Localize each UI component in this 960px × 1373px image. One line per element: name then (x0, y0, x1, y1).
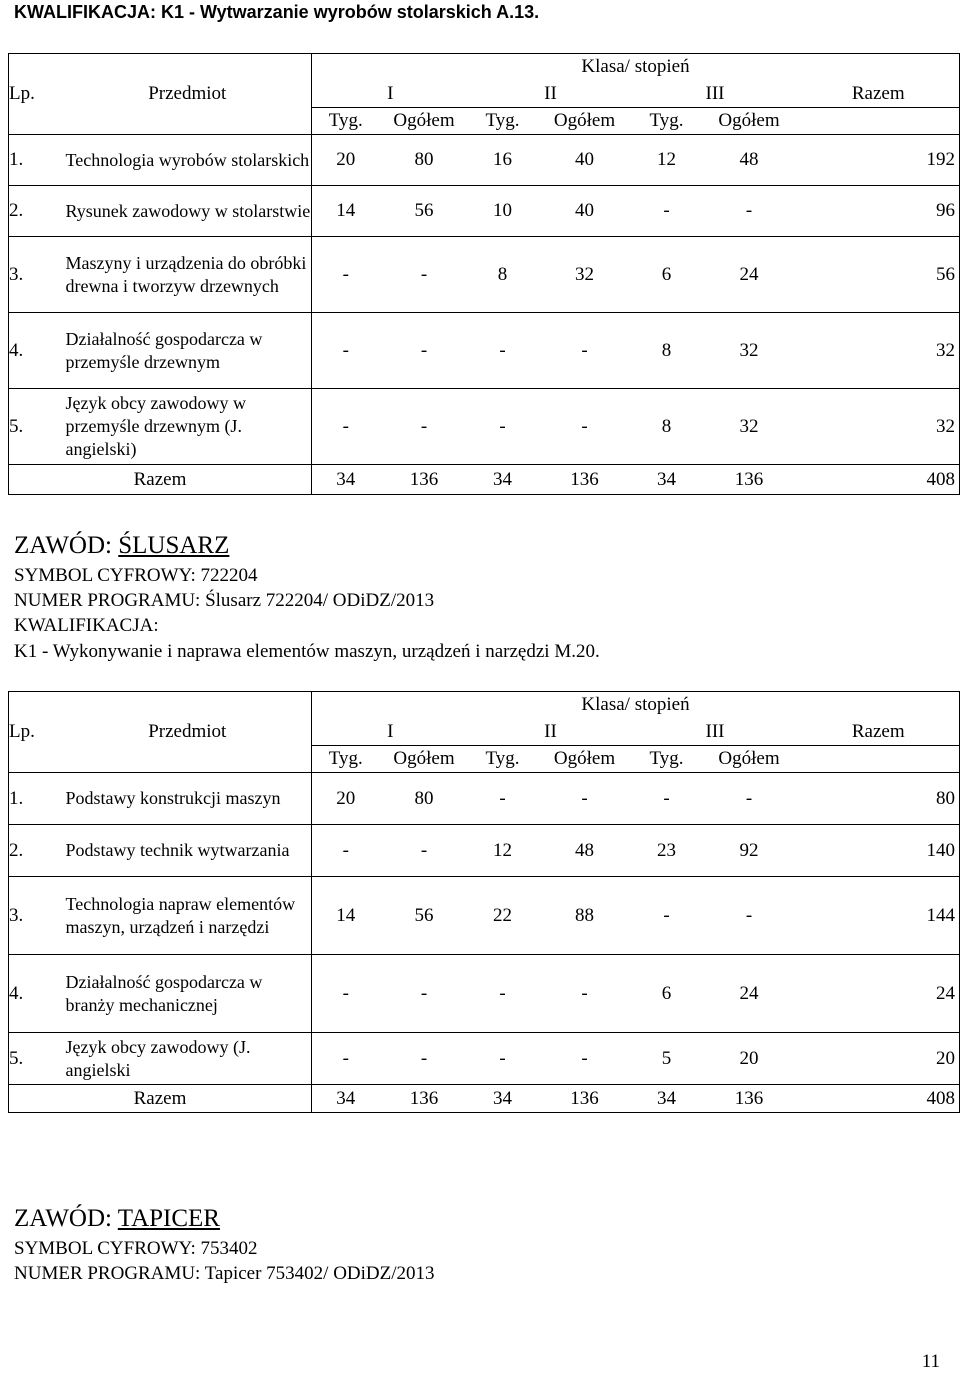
cell: - (633, 186, 701, 237)
row-lp: 3. (9, 877, 64, 955)
row-lp: 4. (9, 955, 64, 1033)
row-subject: Maszyny i urządzenia do obróbki drewna i tworzyw drzewnych (64, 237, 312, 313)
cell: 48 (701, 135, 798, 186)
cell: 12 (469, 825, 537, 877)
cell: 12 (633, 135, 701, 186)
header-przedmiot: Przedmiot (148, 721, 227, 742)
cell: 20 (312, 773, 380, 825)
cell: - (633, 773, 701, 825)
table-row (9, 825, 960, 877)
cell: - (633, 877, 701, 955)
cell: 88 (537, 877, 633, 955)
cell: 48 (537, 825, 633, 877)
cell: 6 (633, 237, 701, 313)
row-lp: 1. (9, 135, 64, 186)
cell: 8 (469, 237, 537, 313)
cell: 16 (469, 135, 537, 186)
cell: - (469, 313, 537, 389)
header-class-i: I (312, 719, 469, 746)
cell: - (312, 825, 380, 877)
row-subject: Język obcy zawodowy (J. angielski (64, 1033, 312, 1085)
cell: 136 (380, 1085, 469, 1113)
cell: 10 (469, 186, 537, 237)
cell: 136 (380, 465, 469, 495)
header-klasa: Klasa/ stopień (312, 54, 960, 81)
cell: 23 (633, 825, 701, 877)
header-ogolem: Ogółem (701, 746, 798, 773)
cell: 32 (537, 237, 633, 313)
header-tyg: Tyg. (469, 746, 537, 773)
cell-total: 32 (798, 389, 960, 465)
table-row (9, 773, 960, 825)
cell: - (701, 877, 798, 955)
header-razem: Razem (798, 81, 960, 108)
row-lp: 2. (9, 825, 64, 877)
cell-total: 408 (798, 465, 960, 495)
row-subject: Podstawy konstrukcji maszyn (64, 773, 312, 825)
occupation-name: ŚLUSARZ (118, 532, 230, 559)
hours-table-slusarz (8, 691, 960, 1113)
cell: - (469, 955, 537, 1033)
cell: 34 (469, 465, 537, 495)
table-row (9, 877, 960, 955)
table-row (9, 135, 960, 186)
cell: - (312, 1033, 380, 1085)
total-label: Razem (9, 465, 312, 495)
cell-total: 140 (798, 825, 960, 877)
cell: 14 (312, 186, 380, 237)
cell-total: 32 (798, 313, 960, 389)
cell: 56 (380, 186, 469, 237)
cell: 136 (701, 1085, 798, 1113)
cell: - (380, 955, 469, 1033)
cell: 136 (701, 465, 798, 495)
cell: - (380, 389, 469, 465)
header-class-ii: II (544, 82, 557, 104)
cell: 40 (537, 186, 633, 237)
cell: - (701, 186, 798, 237)
zawod-label: ZAWÓD: (14, 1205, 112, 1232)
cell: - (312, 237, 380, 313)
cell: - (537, 1033, 633, 1085)
cell: - (537, 773, 633, 825)
cell-total: 144 (798, 877, 960, 955)
qualification-k1: K1 - Wykonywanie i naprawa elementów maszyn, urządzeń i narzędzi M.20. (14, 641, 600, 662)
header-tyg: Tyg. (312, 746, 380, 773)
cell: 22 (469, 877, 537, 955)
qualification-heading: KWALIFIKACJA: K1 - Wytwarzanie wyrobów stolarskich A.13. (14, 2, 540, 22)
occupation-name: TAPICER (117, 1205, 220, 1232)
header-ogolem: Ogółem (537, 746, 633, 773)
cell: 136 (537, 465, 633, 495)
cell: - (469, 389, 537, 465)
occupation-heading (14, 532, 229, 560)
total-row (9, 1085, 960, 1113)
header-lp: Lp. (9, 81, 64, 108)
cell-total: 24 (798, 955, 960, 1033)
header-ogolem: Ogółem (537, 108, 633, 135)
header-tyg: Tyg. (469, 108, 537, 135)
row-subject: Podstawy technik wytwarzania (64, 825, 312, 877)
cell: 56 (380, 877, 469, 955)
header-class-iii: III (705, 720, 725, 742)
cell: 8 (633, 313, 701, 389)
table-row (9, 955, 960, 1033)
cell: - (312, 955, 380, 1033)
cell: 92 (701, 825, 798, 877)
total-label: Razem (9, 1085, 312, 1113)
header-tyg: Tyg. (312, 108, 380, 135)
header-class-i: I (312, 81, 469, 108)
cell-total: 408 (798, 1085, 960, 1113)
header-tyg: Tyg. (633, 746, 701, 773)
cell: 24 (701, 955, 798, 1033)
cell: 34 (633, 1085, 701, 1113)
cell: 34 (312, 465, 380, 495)
occupation-heading (14, 1205, 220, 1233)
header-ogolem: Ogółem (380, 108, 469, 135)
cell: 6 (633, 955, 701, 1033)
header-lp: Lp. (9, 719, 64, 746)
row-lp: 1. (9, 773, 64, 825)
header-ogolem: Ogółem (380, 746, 469, 773)
row-lp: 5. (9, 1033, 64, 1085)
cell: - (537, 389, 633, 465)
header-ogolem: Ogółem (701, 108, 798, 135)
cell: - (469, 773, 537, 825)
cell: 34 (633, 465, 701, 495)
row-subject: Język obcy zawodowy w przemyśle drzewnym (J. angielski) (64, 389, 312, 465)
header-class-ii: II (544, 720, 557, 742)
row-subject: Technologia wyrobów stolarskich (64, 135, 312, 186)
cell: - (380, 825, 469, 877)
total-row (9, 465, 960, 495)
cell: - (380, 237, 469, 313)
cell: 20 (312, 135, 380, 186)
cell: - (380, 1033, 469, 1085)
cell: - (701, 773, 798, 825)
page-number: 11 (921, 1351, 940, 1372)
table-row (9, 186, 960, 237)
cell: 24 (701, 237, 798, 313)
row-subject: Działalność gospodarcza w przemyśle drzewnym (64, 313, 312, 389)
cell: - (380, 313, 469, 389)
cell: - (312, 389, 380, 465)
cell: - (469, 1033, 537, 1085)
row-lp: 2. (9, 186, 64, 237)
row-subject: Rysunek zawodowy w stolarstwie (64, 186, 312, 237)
table-row (9, 237, 960, 313)
cell-total: 20 (798, 1033, 960, 1085)
cell: 34 (312, 1085, 380, 1113)
row-subject: Działalność gospodarcza w branży mechanicznej (64, 955, 312, 1033)
row-subject: Technologia napraw elementów maszyn, urządzeń i narzędzi (64, 877, 312, 955)
symbol-line: SYMBOL CYFROWY: 753402 (14, 1238, 258, 1259)
cell: 14 (312, 877, 380, 955)
cell-total: 56 (798, 237, 960, 313)
header-przedmiot: Przedmiot (148, 83, 227, 104)
row-lp: 4. (9, 313, 64, 389)
cell: 32 (701, 389, 798, 465)
table-row (9, 1033, 960, 1085)
header-tyg: Tyg. (633, 108, 701, 135)
cell: 32 (701, 313, 798, 389)
table-row (9, 313, 960, 389)
program-line: NUMER PROGRAMU: Tapicer 753402/ ODiDZ/2013 (14, 1263, 435, 1284)
cell-total: 96 (798, 186, 960, 237)
row-lp: 3. (9, 237, 64, 313)
cell-total: 80 (798, 773, 960, 825)
qualification-label: KWALIFIKACJA: (14, 615, 159, 636)
table-row (9, 389, 960, 465)
cell: - (537, 955, 633, 1033)
cell: 80 (380, 773, 469, 825)
cell: - (312, 313, 380, 389)
symbol-line: SYMBOL CYFROWY: 722204 (14, 565, 258, 586)
cell-total: 192 (798, 135, 960, 186)
cell: 136 (537, 1085, 633, 1113)
hours-table-stolarz (8, 53, 960, 495)
cell: 8 (633, 389, 701, 465)
header-razem: Razem (798, 719, 960, 746)
program-line: NUMER PROGRAMU: Ślusarz 722204/ ODiDZ/2013 (14, 590, 435, 611)
header-klasa: Klasa/ stopień (312, 692, 960, 719)
zawod-label: ZAWÓD: (14, 532, 112, 559)
row-lp: 5. (9, 389, 64, 465)
cell: 5 (633, 1033, 701, 1085)
cell: 40 (537, 135, 633, 186)
cell: - (537, 313, 633, 389)
cell: 20 (701, 1033, 798, 1085)
cell: 80 (380, 135, 469, 186)
header-class-iii: III (705, 82, 725, 104)
cell: 34 (469, 1085, 537, 1113)
